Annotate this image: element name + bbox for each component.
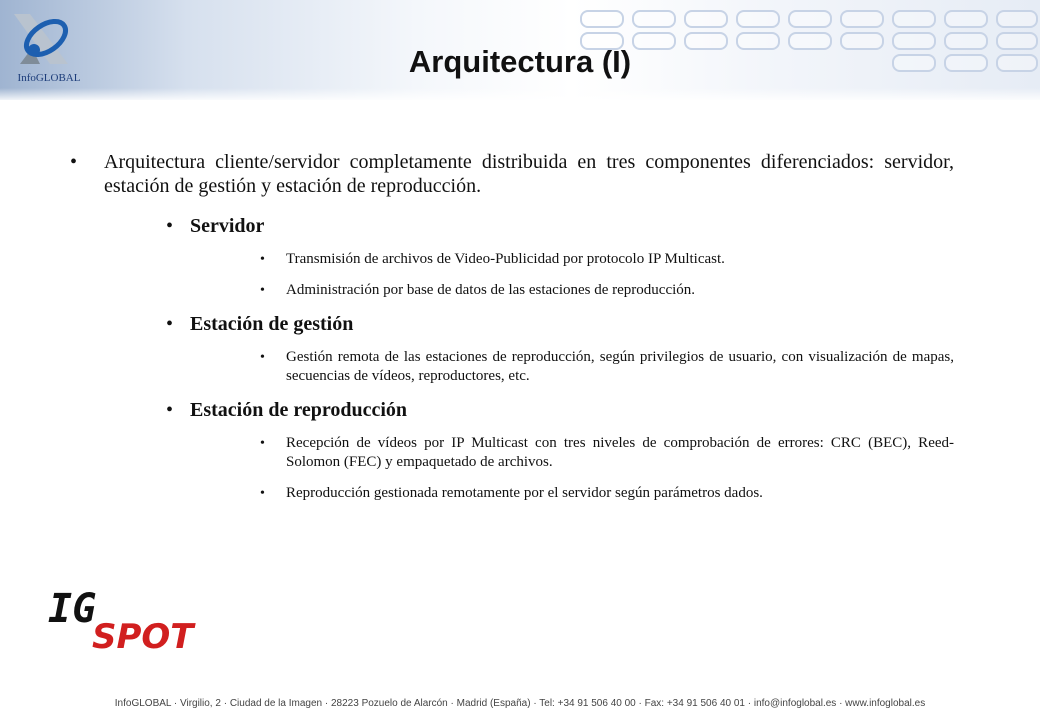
logo-caption: InfoGLOBAL (17, 72, 81, 84)
deco-pill (684, 10, 728, 28)
header-fade (0, 88, 1040, 100)
bullet-icon: • (260, 486, 265, 501)
logo-bottom-text: SPOT (92, 617, 194, 657)
deco-pill (736, 10, 780, 28)
bullet-icon: • (70, 151, 78, 173)
slide-header (0, 0, 1040, 100)
list-item-text: Recepción de vídeos por IP Multicast con tres niveles de comprobación de errores: CRC (BEC), Reed-Solomon (FEC) y empaquetado de archivos. (286, 435, 954, 470)
bullet-icon: • (166, 215, 174, 237)
list-item-text: Administración por base de datos de las estaciones de reproducción. (286, 282, 696, 298)
ig-spot-logo-icon (46, 588, 216, 658)
list-item (260, 434, 954, 472)
list-item-text: Reproducción gestionada remotamente por el servidor según parámetros dados. (286, 485, 763, 501)
ig-spot-logo (46, 588, 216, 658)
list-item (260, 250, 954, 269)
bullet-icon: • (260, 283, 265, 298)
logo-top-text: IG (48, 588, 97, 632)
intro-text: Arquitectura cliente/servidor completamente distribuida en tres componentes diferenciados: servidor, estación de gestión y estación de reproducción. (104, 151, 954, 197)
deco-pill (996, 10, 1038, 28)
deco-pill (840, 10, 884, 28)
section-heading-reproduccion (166, 398, 954, 422)
bullet-icon: • (260, 436, 265, 451)
deco-pill (632, 10, 676, 28)
footer-contact: InfoGLOBAL · Virgilio, 2 · Ciudad de la Imagen · 28223 Pozuelo de Alarcón · Madrid (España) · Tel: +34 91 506 40 00 · Fax: +34 91 506 40 01 · info@infoglobal.es · www.infoglobal.es (114, 698, 926, 709)
bullet-icon: • (260, 350, 265, 365)
section-heading-servidor (166, 214, 954, 238)
deco-pill (580, 10, 624, 28)
list-item-text: Gestión remota de las estaciones de reproducción, según privilegios de usuario, con visualización de mapas, secuencias de vídeos, reproductores, etc. (286, 349, 954, 384)
deco-pill (788, 10, 832, 28)
list-item (260, 348, 954, 386)
bullet-icon: • (166, 313, 174, 335)
deco-pill (944, 10, 988, 28)
section-heading-gestion (166, 312, 954, 336)
bullet-icon: • (166, 399, 174, 421)
section-heading: Estación de reproducción (190, 399, 408, 421)
section-heading: Estación de gestión (190, 313, 354, 335)
list-item-text: Transmisión de archivos de Video-Publicidad por protocolo IP Multicast. (286, 251, 725, 267)
list-item (260, 281, 954, 300)
section-heading: Servidor (190, 215, 265, 237)
slide-body (70, 150, 954, 503)
page-title: Arquitectura (I) (408, 44, 632, 79)
bullet-icon: • (260, 252, 265, 267)
deco-pill (892, 10, 936, 28)
intro-bullet (70, 150, 954, 198)
list-item (260, 484, 954, 503)
